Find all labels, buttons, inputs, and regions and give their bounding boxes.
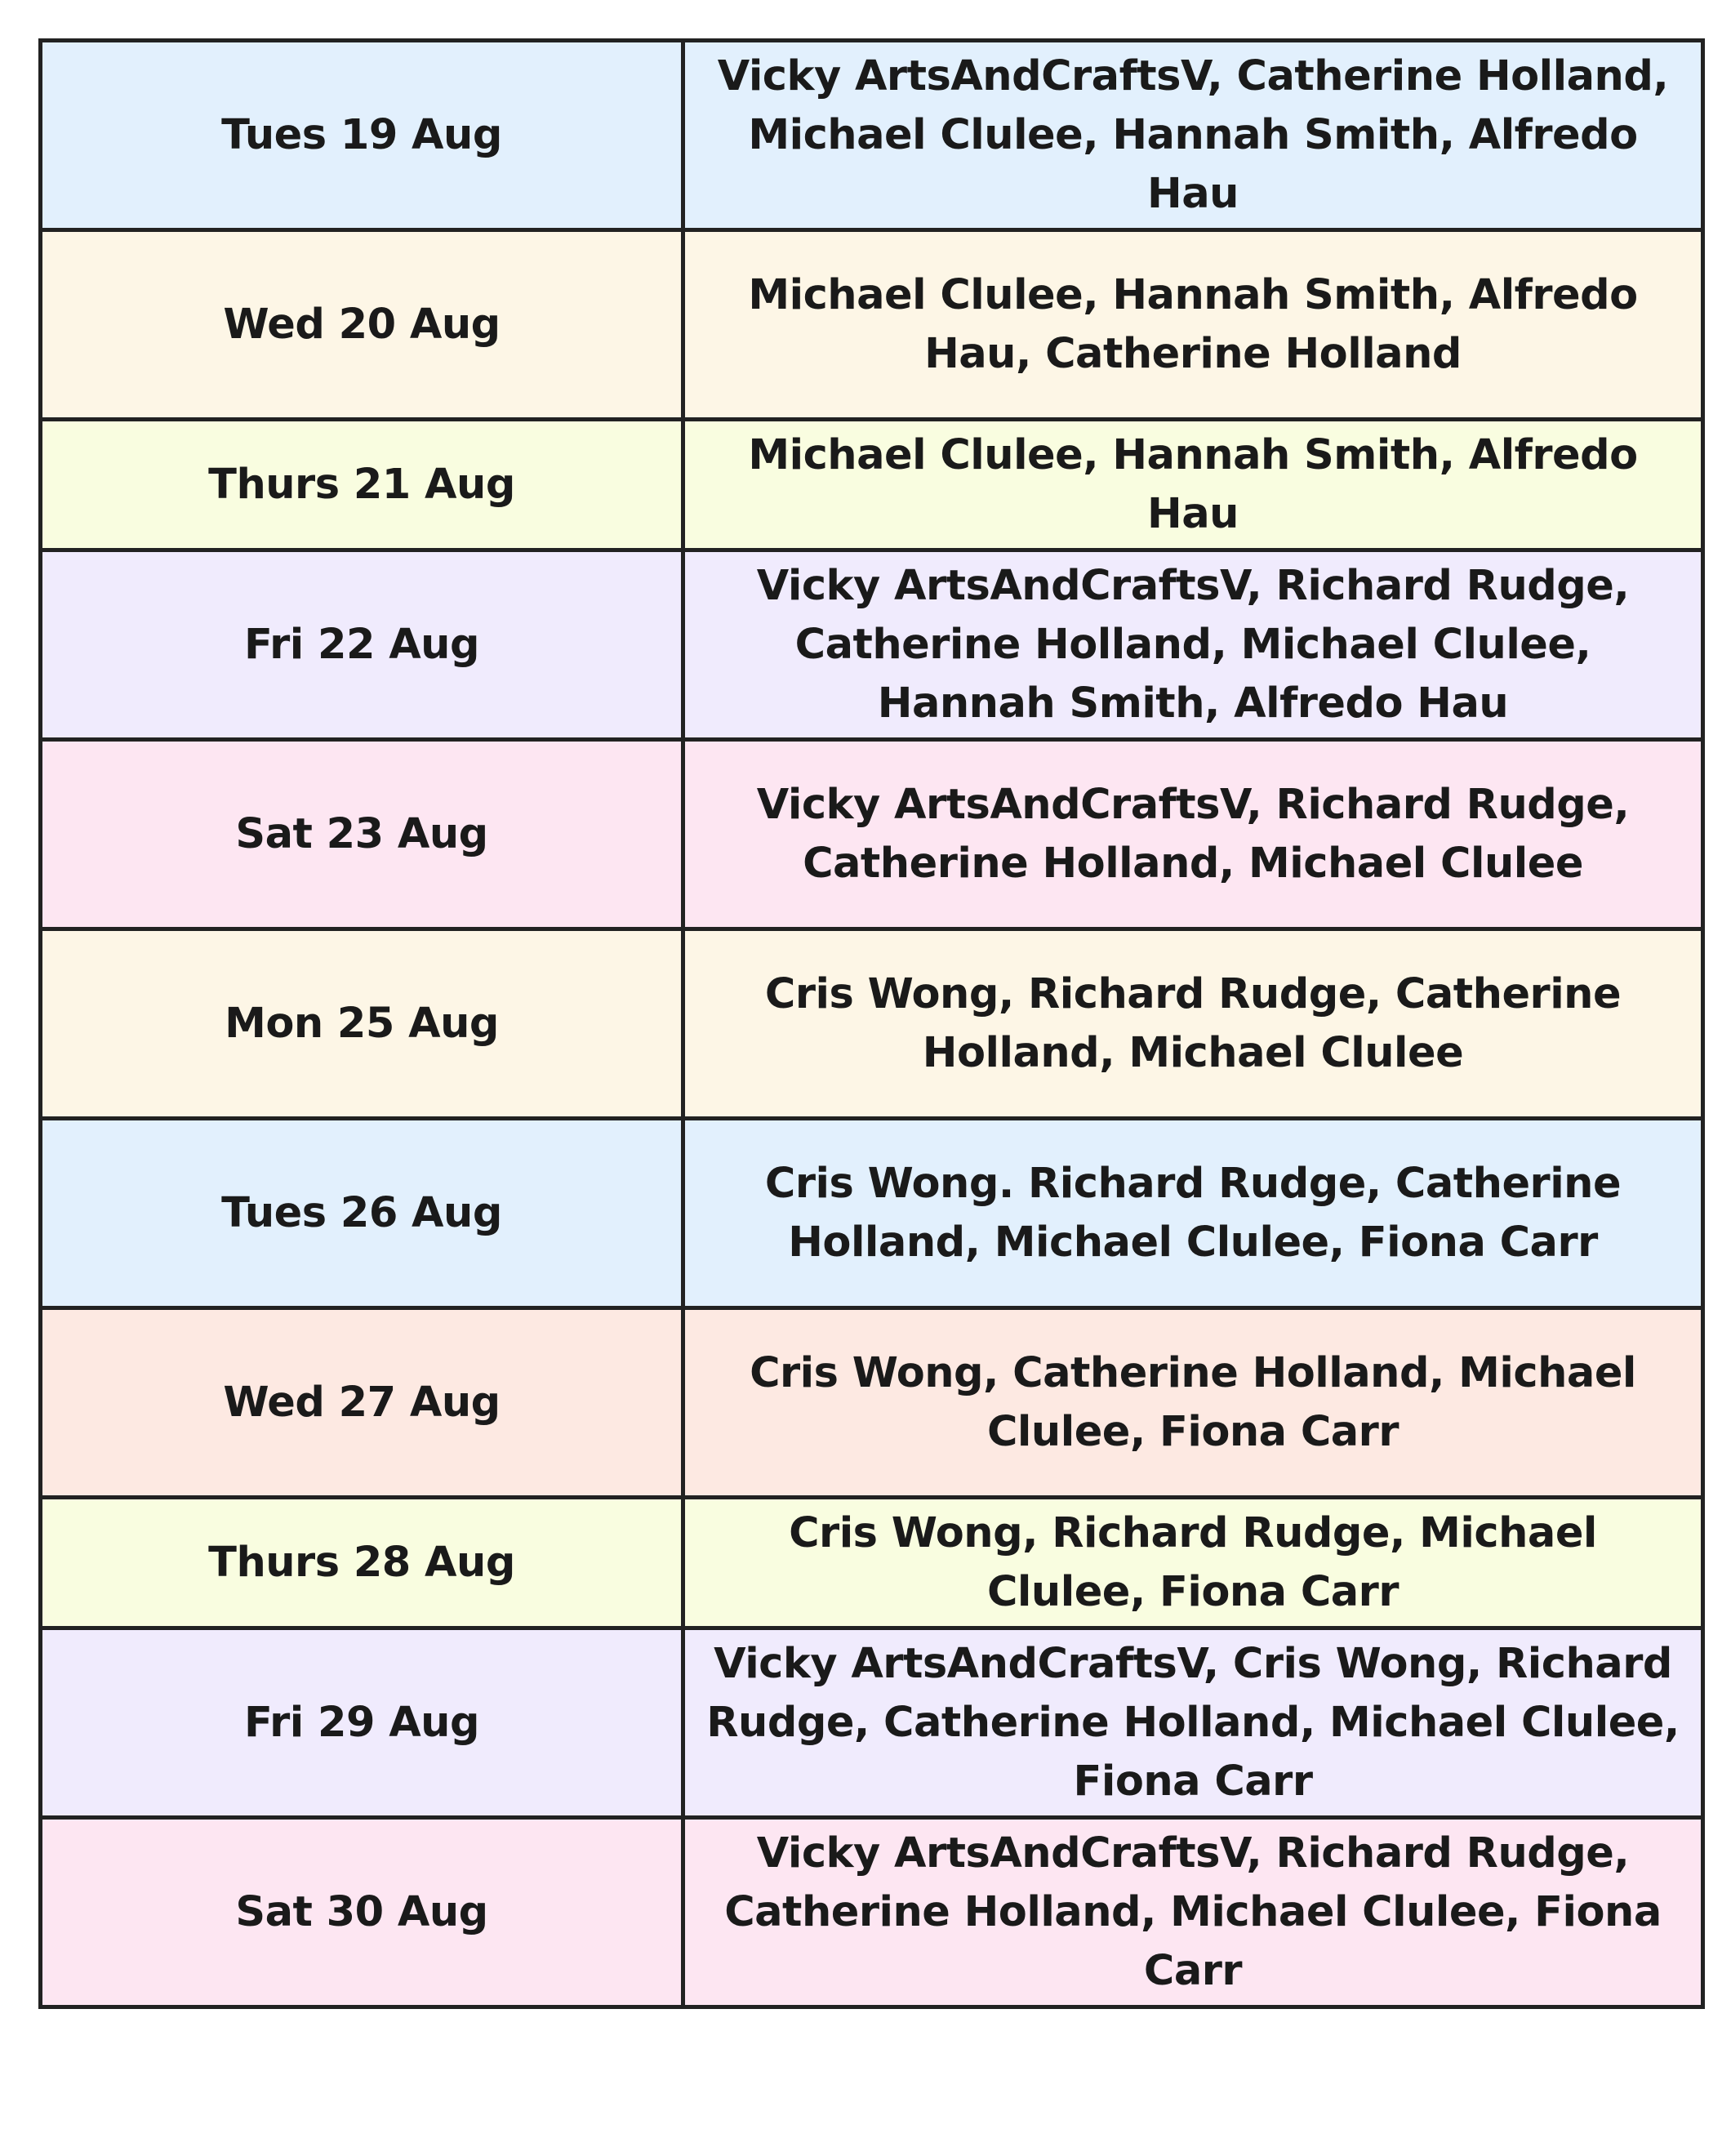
names-cell: Vicky ArtsAndCraftsV, Richard Rudge, Catherine Holland, Michael Clulee, Fiona Carr xyxy=(683,1818,1703,2007)
names-cell: Cris Wong, Richard Rudge, Catherine Holland, Michael Clulee xyxy=(683,929,1703,1119)
date-cell: Thurs 21 Aug xyxy=(41,420,683,550)
date-cell: Wed 20 Aug xyxy=(41,230,683,420)
date-cell: Sat 30 Aug xyxy=(41,1818,683,2007)
names-cell: Vicky ArtsAndCraftsV, Cris Wong, Richard Rudge, Catherine Holland, Michael Clulee, Fiona Carr xyxy=(683,1628,1703,1818)
names-cell: Michael Clulee, Hannah Smith, Alfredo Hau, Catherine Holland xyxy=(683,230,1703,420)
date-cell: Sat 23 Aug xyxy=(41,740,683,929)
date-cell: Tues 19 Aug xyxy=(41,41,683,230)
date-cell: Fri 29 Aug xyxy=(41,1628,683,1818)
schedule-table xyxy=(38,38,1705,2009)
schedule-row xyxy=(41,1498,1703,1628)
names-cell: Cris Wong. Richard Rudge, Catherine Holland, Michael Clulee, Fiona Carr xyxy=(683,1119,1703,1308)
names-cell: Cris Wong, Catherine Holland, Michael Clulee, Fiona Carr xyxy=(683,1308,1703,1498)
date-cell: Tues 26 Aug xyxy=(41,1119,683,1308)
names-cell: Cris Wong, Richard Rudge, Michael Clulee, Fiona Carr xyxy=(683,1498,1703,1628)
schedule-row xyxy=(41,41,1703,230)
names-cell: Vicky ArtsAndCraftsV, Catherine Holland, Michael Clulee, Hannah Smith, Alfredo Hau xyxy=(683,41,1703,230)
schedule-row xyxy=(41,230,1703,420)
date-cell: Mon 25 Aug xyxy=(41,929,683,1119)
schedule-row xyxy=(41,1119,1703,1308)
date-cell: Wed 27 Aug xyxy=(41,1308,683,1498)
schedule-body xyxy=(41,41,1703,2007)
schedule-row xyxy=(41,420,1703,550)
schedule-row xyxy=(41,550,1703,740)
names-cell: Michael Clulee, Hannah Smith, Alfredo Hau xyxy=(683,420,1703,550)
schedule-row xyxy=(41,929,1703,1119)
date-cell: Fri 22 Aug xyxy=(41,550,683,740)
date-cell: Thurs 28 Aug xyxy=(41,1498,683,1628)
schedule-row xyxy=(41,1818,1703,2007)
schedule-row xyxy=(41,1308,1703,1498)
schedule-row xyxy=(41,1628,1703,1818)
schedule-row xyxy=(41,740,1703,929)
names-cell: Vicky ArtsAndCraftsV, Richard Rudge, Catherine Holland, Michael Clulee xyxy=(683,740,1703,929)
names-cell: Vicky ArtsAndCraftsV, Richard Rudge, Catherine Holland, Michael Clulee, Hannah Smith, Alfredo Hau xyxy=(683,550,1703,740)
